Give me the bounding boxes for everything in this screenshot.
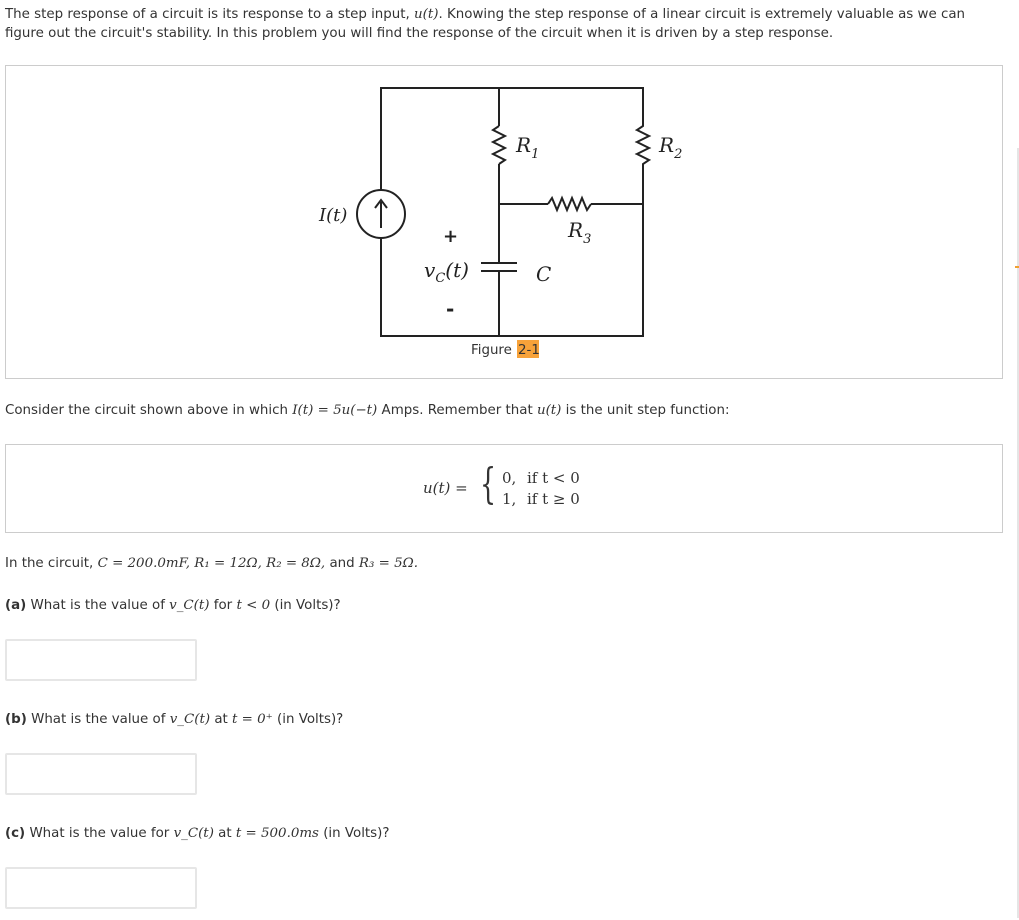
case1-value: 0,	[502, 469, 517, 487]
figure-number: 2-1	[518, 343, 540, 358]
figure-caption: Figure	[471, 343, 512, 358]
values-paragraph: In the circuit, C = 200.0mF, R₁ = 12Ω, R₂ = 8Ω, and R₃ = 5Ω.	[5, 556, 418, 571]
plus-sign: +	[443, 226, 459, 247]
case2-value: 1,	[502, 490, 517, 508]
case1-condition: if t < 0	[527, 469, 580, 487]
brace-icon: {	[480, 459, 497, 508]
intro-text: The step response of a circuit is its response to a step input,	[5, 7, 415, 22]
question-a: (a) What is the value of v_C(t) for t < 0 (in Volts)?	[5, 598, 341, 613]
question-b: (b) What is the value of v_C(t) at t = 0⁺ (in Volts)?	[5, 712, 344, 727]
r3-label: $R_3$	[568, 218, 592, 247]
intro-text-line2: figure out the circuit's stability. In this problem you will find the response of the circuit when it is driven by a step response.	[5, 26, 834, 41]
case2-condition: if t ≥ 0	[527, 490, 580, 508]
problem-intro	[5, 5, 1005, 43]
source-label: I(t)	[319, 205, 348, 226]
scroll-marker	[1015, 266, 1019, 268]
cap-label: C	[536, 262, 552, 286]
circuit-diagram	[6, 66, 1002, 378]
consider-paragraph: Consider the circuit shown above in which I(t) = 5u(−t) Amps. Remember that u(t) is the unit step function:	[5, 403, 730, 418]
resistor-r1	[493, 126, 505, 164]
step-function-panel	[5, 444, 1003, 533]
minus-sign: -	[446, 297, 455, 321]
answer-input-c[interactable]	[5, 867, 197, 909]
intro-math: u(t)	[414, 7, 439, 22]
wire-outer	[381, 88, 643, 336]
answer-input-b[interactable]	[5, 753, 197, 795]
r1-label: $R_1$	[516, 133, 540, 162]
question-c: (c) What is the value for v_C(t) at t = 500.0ms (in Volts)?	[5, 826, 390, 841]
vc-label: $v_C(t)$	[424, 258, 469, 286]
answer-input-a[interactable]	[5, 639, 197, 681]
resistor-r3	[548, 198, 591, 210]
source-equation: I(t) = 5u(−t)	[292, 403, 378, 418]
component-values: C = 200.0mF, R₁ = 12Ω, R₂ = 8Ω,	[97, 556, 326, 571]
step-lhs: u(t) =	[423, 479, 468, 497]
intro-text-cont: . Knowing the step response of a linear circuit is extremely valuable as we can	[438, 7, 966, 22]
figure-panel	[5, 65, 1003, 379]
r2-label: $R_2$	[659, 133, 683, 162]
